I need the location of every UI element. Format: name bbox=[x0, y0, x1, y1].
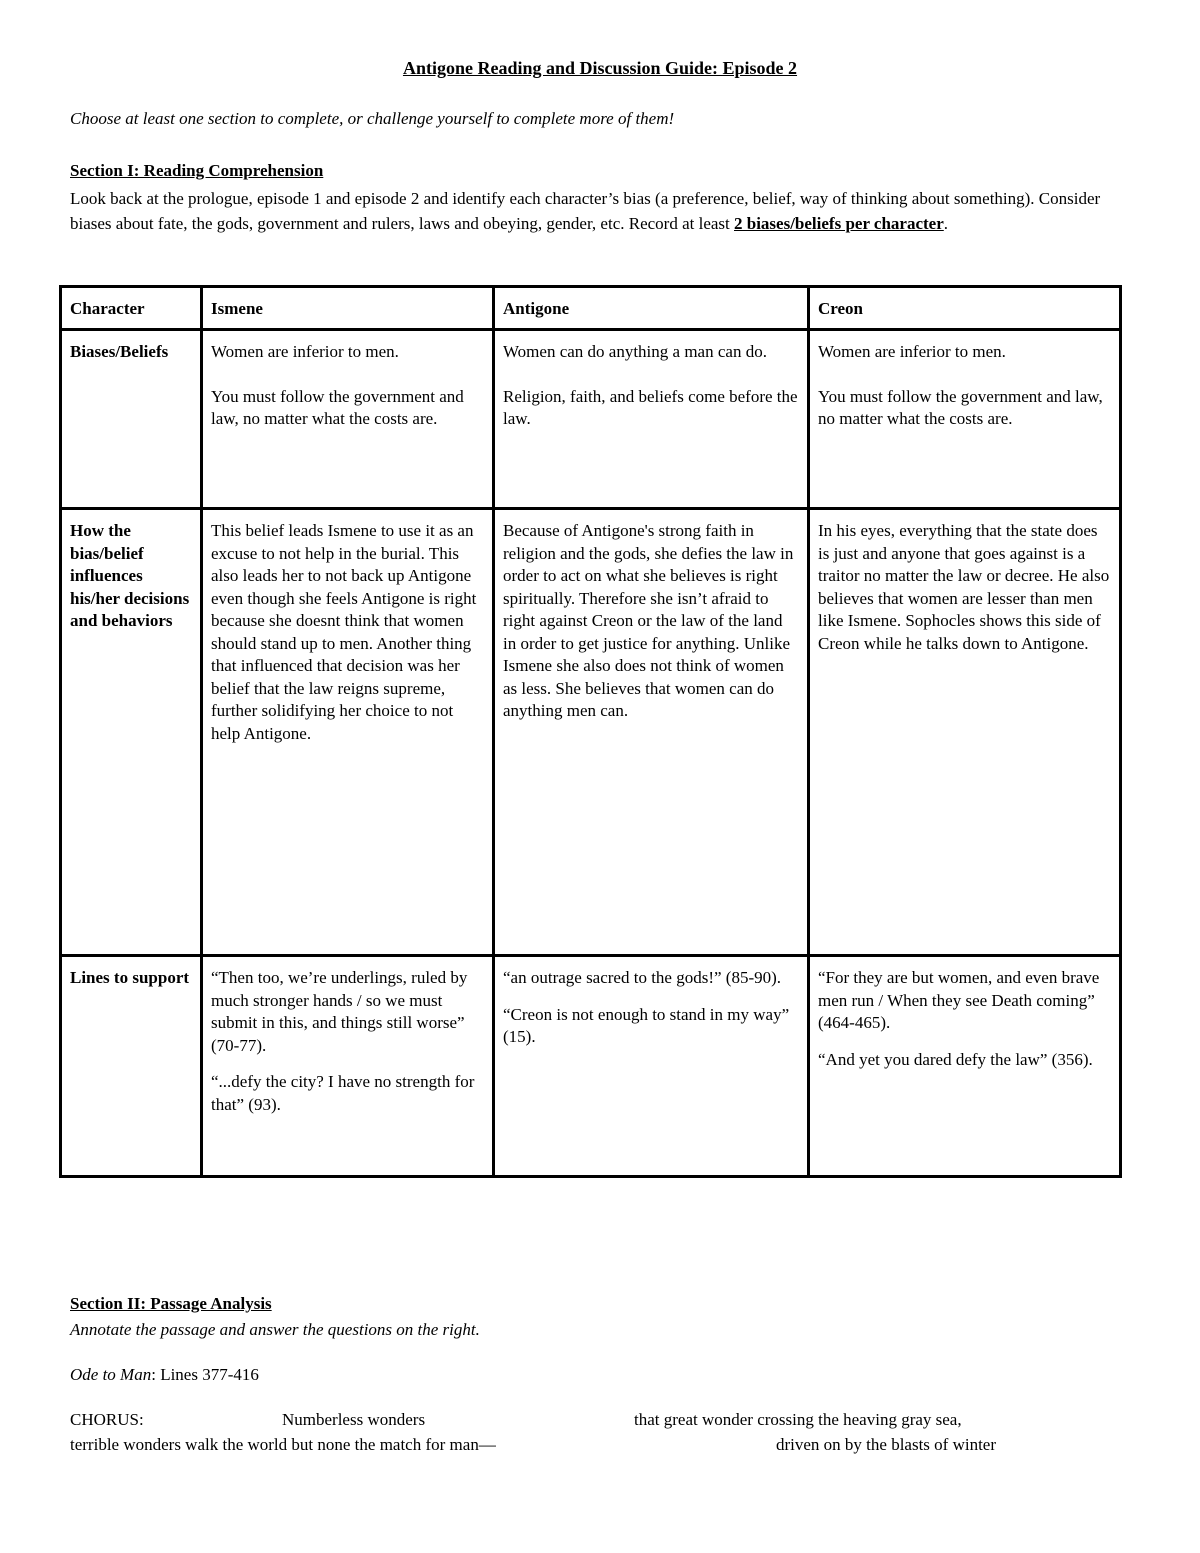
section2-instructions: Annotate the passage and answer the questions on the right. bbox=[70, 1320, 480, 1339]
section1-heading: Section I: Reading Comprehension bbox=[70, 161, 324, 180]
cell-creon-lines[interactable] bbox=[809, 956, 1121, 1177]
cell-text: Women can do anything a man can do. bbox=[503, 342, 767, 361]
bias-table bbox=[59, 285, 1122, 1178]
section2-heading: Section II: Passage Analysis bbox=[70, 1294, 272, 1313]
quote-text: “For they are but women, and even brave men run / When they see Death coming” (464-465). bbox=[818, 968, 1100, 1032]
table-header-row bbox=[61, 287, 1121, 330]
cell-text: You must follow the government and law, no matter what the costs are. bbox=[211, 386, 464, 428]
header-creon: Creon bbox=[809, 287, 1121, 330]
cell-ismene-beliefs[interactable] bbox=[202, 330, 494, 509]
header-antigone: Antigone bbox=[494, 287, 809, 330]
cell-text: Religion, faith, and beliefs come before the law. bbox=[503, 386, 798, 428]
poem-line-1a: Numberless wonders bbox=[282, 1410, 426, 1429]
quote-text: “...defy the city? I have no strength for that” (93). bbox=[211, 1072, 475, 1114]
instructions: Choose at least one section to complete, or challenge yourself to complete more of them! bbox=[70, 109, 675, 128]
row-label-lines: Lines to support bbox=[61, 956, 202, 1177]
cell-text: Women are inferior to men. bbox=[818, 342, 1006, 361]
quote-text: “And yet you dared defy the law” (356). bbox=[818, 1049, 1093, 1069]
poem-line-2a: terrible wonders walk the world but none the match for man— bbox=[70, 1435, 496, 1454]
cell-text: This belief leads Ismene to use it as an excuse to not help in the burial. This also leads her to not back up Antigone even though she feels Antigone is right because she doesnt think that women should stand up to men. Another thing that influenced that decision was her belief that the law reigns supreme, further solidifying her choice to not help Antigone. bbox=[211, 521, 477, 743]
cell-text: Because of Antigone's strong faith in religion and the gods, she defies the law in order to act on what she believes is right spiritually. Therefore she isn’t afraid to right against Creon or the law of the land in order to get justice for anything. Unlike Ismene she also does not think of women as less. She believes that women can do anything men can. bbox=[503, 521, 794, 720]
cell-text: Women are inferior to men. bbox=[211, 342, 399, 361]
cell-antigone-influence[interactable] bbox=[494, 509, 809, 956]
cell-text: In his eyes, everything that the state does is just and anyone that goes against is a traitor no matter the law or decree. He also believes that women are lesser than men like Ismene. Sophocles shows this side of Creon while he talks down to Antigone. bbox=[818, 521, 1110, 653]
quote-text: “an outrage sacred to the gods!” (85-90). bbox=[503, 968, 782, 987]
ode-lines: : Lines 377-416 bbox=[151, 1365, 259, 1384]
table-row-lines bbox=[61, 956, 1121, 1177]
section1-body-end: . bbox=[943, 214, 949, 233]
cell-antigone-beliefs[interactable] bbox=[494, 330, 809, 509]
header-ismene: Ismene bbox=[202, 287, 494, 330]
poem-line-2b: driven on by the blasts of winter bbox=[776, 1435, 997, 1454]
cell-creon-beliefs[interactable] bbox=[809, 330, 1121, 509]
table-row-beliefs bbox=[61, 330, 1121, 509]
page-title: Antigone Reading and Discussion Guide: Episode 2 bbox=[402, 58, 798, 78]
cell-text: You must follow the government and law, no matter what the costs are. bbox=[818, 386, 1103, 428]
section1-body-text: Look back at the prologue, episode 1 and episode 2 and identify each character’s bias (a preference, belief, way of thinking about something). Consider biases about fate, the gods, government and rulers, laws and obeying, gender, etc. Record at least bbox=[70, 189, 1101, 233]
row-label-beliefs: Biases/Beliefs bbox=[61, 330, 202, 509]
section1-body-emphasis: 2 biases/beliefs per character bbox=[734, 214, 944, 233]
ode-title: Ode to Man bbox=[70, 1365, 152, 1384]
cell-ismene-influence[interactable] bbox=[202, 509, 494, 956]
poem-line-1b: that great wonder crossing the heaving gray sea, bbox=[634, 1410, 962, 1429]
poem-speaker: CHORUS: bbox=[70, 1410, 144, 1429]
cell-antigone-lines[interactable] bbox=[494, 956, 809, 1177]
quote-text: “Creon is not enough to stand in my way” (15). bbox=[503, 1004, 790, 1046]
table-row-influence bbox=[61, 509, 1121, 956]
ode-reference bbox=[70, 1364, 259, 1387]
section1-body bbox=[70, 186, 1130, 236]
header-character: Character bbox=[61, 287, 202, 330]
cell-creon-influence[interactable] bbox=[809, 509, 1121, 956]
cell-ismene-lines[interactable] bbox=[202, 956, 494, 1177]
row-label-influence: How the bias/belief influences his/her decisions and behaviors bbox=[61, 509, 202, 956]
quote-text: “Then too, we’re underlings, ruled by much stronger hands / so we must submit in this, and things still worse” (70-77). bbox=[211, 968, 468, 1055]
